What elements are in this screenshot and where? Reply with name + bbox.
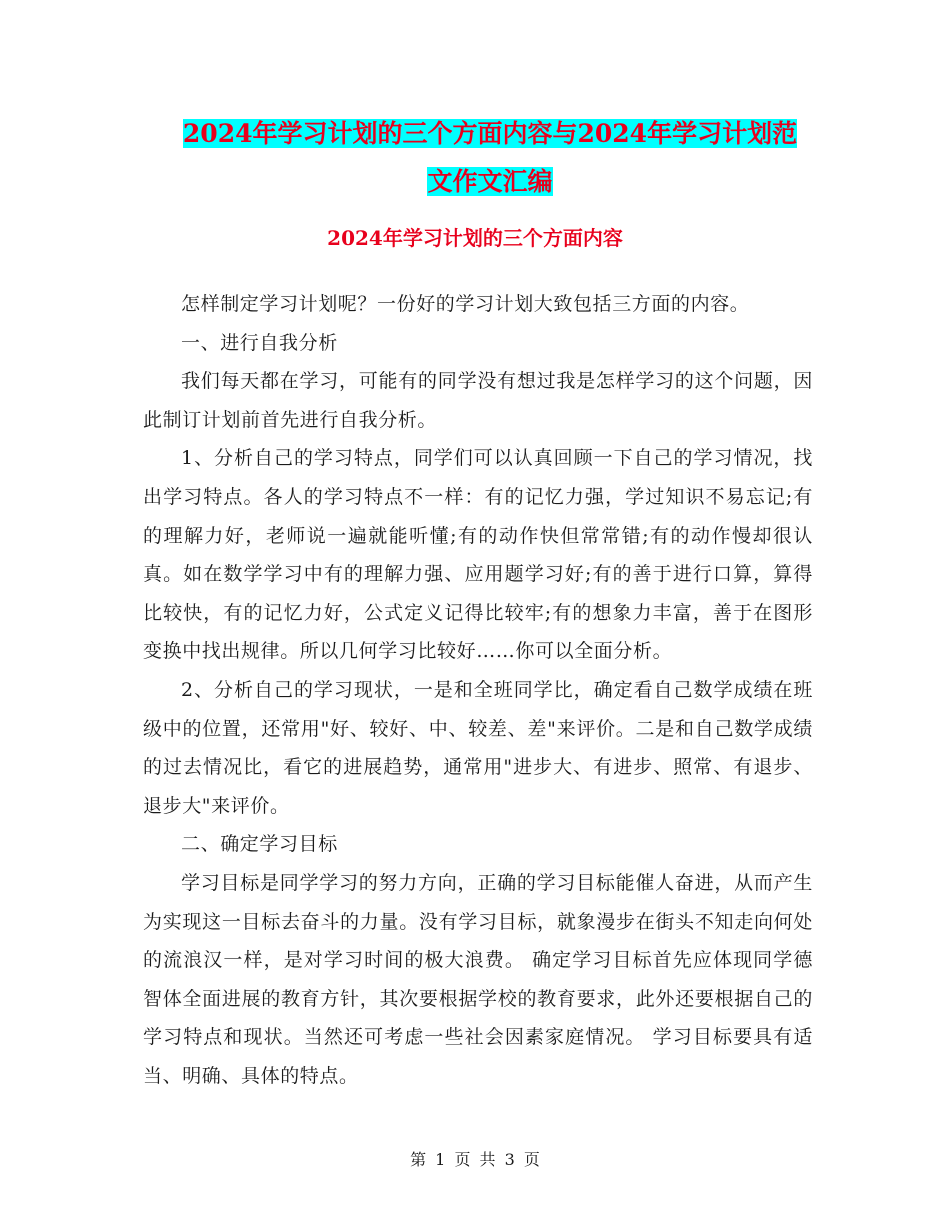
paragraph: 怎样制定学习计划呢？一份好的学习计划大致包括三方面的内容。 bbox=[181, 293, 750, 315]
paragraph: 二、确定学习目标 bbox=[181, 833, 338, 856]
section-title: 2024年学习计划的三个方面内容 bbox=[327, 226, 623, 250]
page-footer: 第 1 页 共 3 页 bbox=[410, 1150, 540, 1169]
title-line-2: 文作文汇编 bbox=[427, 167, 553, 196]
paragraph: 学习目标是同学学习的努力方向，正确的学习目标能催人奋进，从而产生为实现这一目标去奋斗的力量。没有学习目标，就象漫步在街头不知走向何处的流浪汉一样，是对学习时间的极大浪费。 确定学习目标首先应体现同学德智体全面进展的教育方针，其次要根据学校的教育要求，此外还要根据自己的学习特点和现状。当然还可考虑一些社会因素家庭情况。 学习目标要具有适当、明确、具体的特点。 bbox=[143, 871, 813, 1087]
paragraph: 1、分析自己的学习特点，同学们可以认真回顾一下自己的学习情况，找出学习特点。各人的学习特点不一样：有的记忆力强，学过知识不易忘记;有的理解力好，老师说一遍就能听懂;有的动作快但常常错;有的动作慢却很认真。如在数学学习中有的理解力强、应用题学习好;有的善于进行口算，算得比较快，有的记忆力好，公式定义记得比较牢;有的想象力丰富，善于在图形变换中找出规律。所以几何学习比较好……你可以全面分析。 bbox=[143, 447, 813, 663]
document-body bbox=[143, 285, 813, 1095]
paragraph: 2、分析自己的学习现状，一是和全班同学比，确定看自己数学成绩在班级中的位置，还常用"好、较好、中、较差、差"来评价。二是和自己数学成绩的过去情况比，看它的进展趋势，通常用"进步大、有进步、照常、有退步、退步大"来评价。 bbox=[143, 678, 813, 817]
paragraph: 我们每天都在学习，可能有的同学没有想过我是怎样学习的这个问题，因此制订计划前首先进行自我分析。 bbox=[143, 370, 813, 431]
title-line-1: 2024年学习计划的三个方面内容与2024年学习计划范 bbox=[182, 119, 798, 148]
document-title bbox=[140, 110, 840, 206]
paragraph: 一、进行自我分析 bbox=[181, 331, 338, 354]
